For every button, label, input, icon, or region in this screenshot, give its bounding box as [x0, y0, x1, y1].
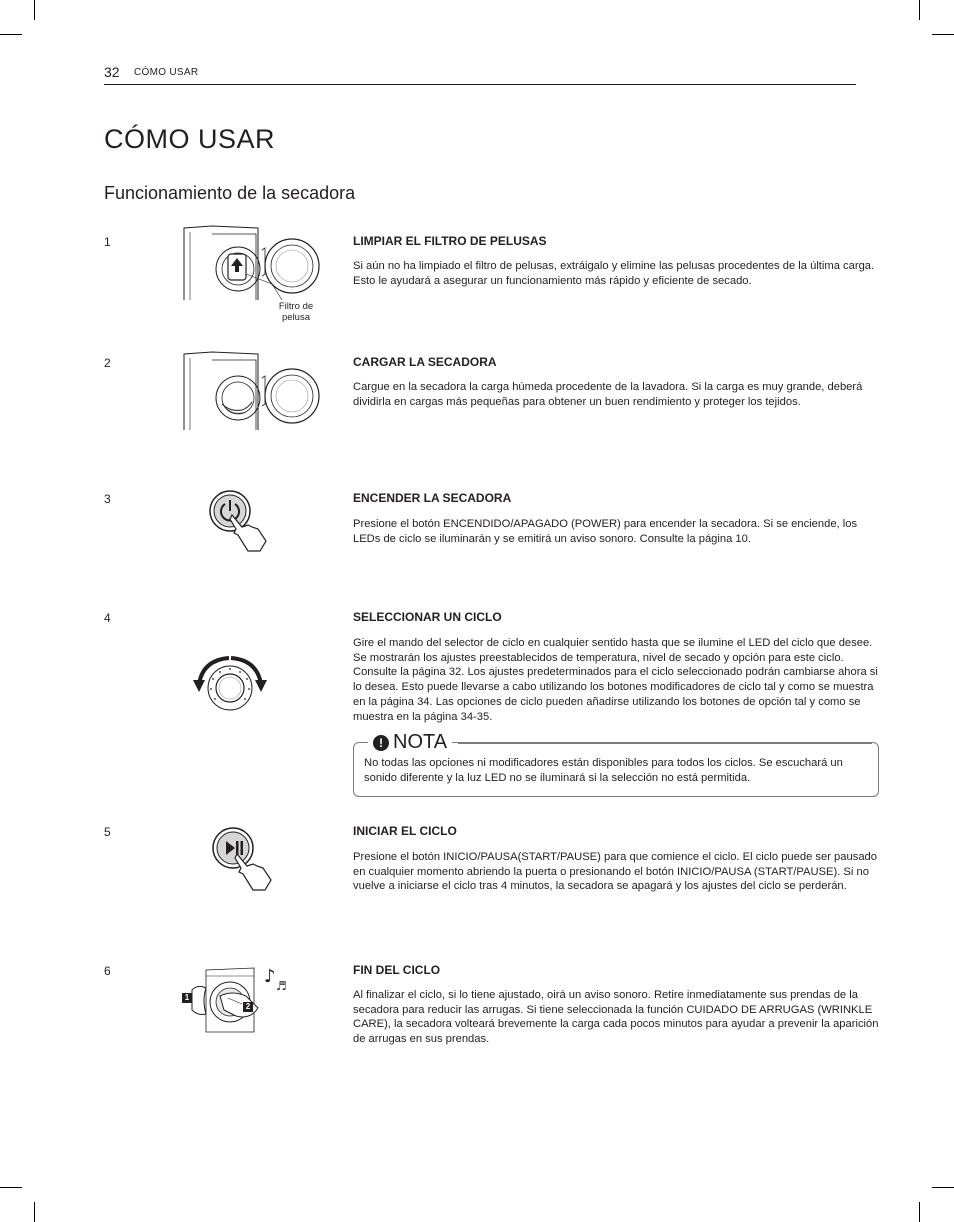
- svg-text:♬: ♬: [276, 979, 287, 993]
- lint-filter-caption: Filtro de pelusa: [278, 301, 314, 323]
- crop-mark: [0, 1187, 22, 1188]
- start-pause-button-illustration: [211, 826, 275, 894]
- step-6-body: Al finalizar el ciclo, si lo tiene ajustado, oirá un aviso sonoro. Retire inmediatamente sus prendas de la secadora para reducir las arrugas. Si tiene seleccionada la función CUIDADO DE ARRUGAS (WRINKLE CARE), la secadora volteará brevemente la carga cada pocos minutos para ayudar a prevenir la aparición de arrugas en sus prendas.: [353, 989, 879, 1046]
- page-title: CÓMO USAR: [104, 124, 276, 154]
- crop-mark: [34, 0, 35, 20]
- crop-mark: [919, 1202, 920, 1222]
- nota-header: [368, 731, 452, 754]
- svg-text:♪: ♪: [264, 966, 276, 987]
- cycle-selector-knob-illustration: [189, 652, 271, 712]
- crop-mark: [932, 1187, 954, 1188]
- step-1-body: Si aún no ha limpiado el filtro de pelusas, extráigalo y elimine las pelusas procedentes de la última carga. Esto le ayudará a asegurar un funcionamiento más rápido y eficiente de secado.: [353, 260, 875, 287]
- step-3-title: ENCENDER LA SECADORA: [353, 491, 512, 505]
- step-1-title: LIMPIAR EL FILTRO DE PELUSAS: [353, 234, 547, 248]
- page-header: [104, 64, 856, 85]
- step-2-number: 2: [104, 356, 111, 370]
- nota-label: NOTA: [393, 731, 448, 753]
- nota-body: No todas las opciones ni modificadores están disponibles para todos los ciclos. Se escuchará un sonido diferente y la luz LED no se iluminará si la selección no está permitida.: [364, 757, 843, 784]
- step-3-number: 3: [104, 492, 111, 506]
- step-1-number: 1: [104, 235, 111, 249]
- crop-mark: [0, 34, 22, 35]
- dryer-lint-filter-illustration: [182, 224, 322, 304]
- header-section-label: CÓMO USAR: [134, 67, 199, 78]
- step-6-number: 6: [104, 964, 111, 978]
- step-badge-1: 1: [182, 993, 192, 1003]
- section-subtitle: Funcionamiento de la secadora: [104, 183, 356, 203]
- step-5-body: Presione el botón INICIO/PAUSA(START/PAUSE) para que comience el ciclo. El ciclo puede ser pausado en cualquier momento abriendo la puerta o presionando el botón INICIO/PAUSA (START/PAUSE). Si no vuelve a iniciarse el ciclo tras 4 minutos, la secadora se apagará y los ajustes del ciclo se perderán.: [353, 851, 877, 893]
- crop-mark: [919, 0, 920, 20]
- dryer-loading-illustration: [182, 350, 322, 432]
- nota-divider: [458, 743, 872, 744]
- step-4-number: 4: [104, 611, 111, 625]
- unloading-dryer-illustration: [180, 960, 290, 1034]
- step-badge-2: 2: [243, 1002, 253, 1012]
- step-2-body: Cargue en la secadora la carga húmeda procedente de la lavadora. Si la carga es muy grande, deberá dividirla en cargas más pequeñas para obtener un buen rendimiento y proteger los tejidos.: [353, 381, 863, 408]
- step-2-title: CARGAR LA SECADORA: [353, 355, 497, 369]
- exclamation-icon: !: [373, 735, 389, 751]
- page-number: 32: [104, 64, 120, 80]
- step-4-title: SELECCIONAR UN CICLO: [353, 610, 502, 624]
- crop-mark: [932, 34, 954, 35]
- crop-mark: [34, 1202, 35, 1222]
- nota-box: [353, 731, 879, 797]
- power-button-illustration: [208, 489, 272, 555]
- step-5-number: 5: [104, 825, 111, 839]
- step-6-title: FIN DEL CICLO: [353, 963, 441, 977]
- step-4-body: Gire el mando del selector de ciclo en cualquier sentido hasta que se ilumine el LED del ciclo que desee. Se mostrarán los ajustes preestablecidos de temperatura, nivel de secado y opción para este ciclo. Consulte la página 32. Los ajustes predeterminados para el ciclo seleccionado podrán cambiarse ahora si lo desea. Esto puede llevarse a cabo utilizando los botones modificadores de ciclo tal y como se muestra en la página 34. Las opciones de ciclo pueden añadirse utilizando los botones de opción tal y como se muestra en la página 34-35.: [353, 637, 878, 723]
- step-5-title: INICIAR EL CICLO: [353, 824, 457, 838]
- step-3-body: Presione el botón ENCENDIDO/APAGADO (POWER) para encender la secadora. Si se enciende, los LEDs de ciclo se iluminarán y se emitirá un aviso sonoro. Consulte la página 10.: [353, 518, 858, 545]
